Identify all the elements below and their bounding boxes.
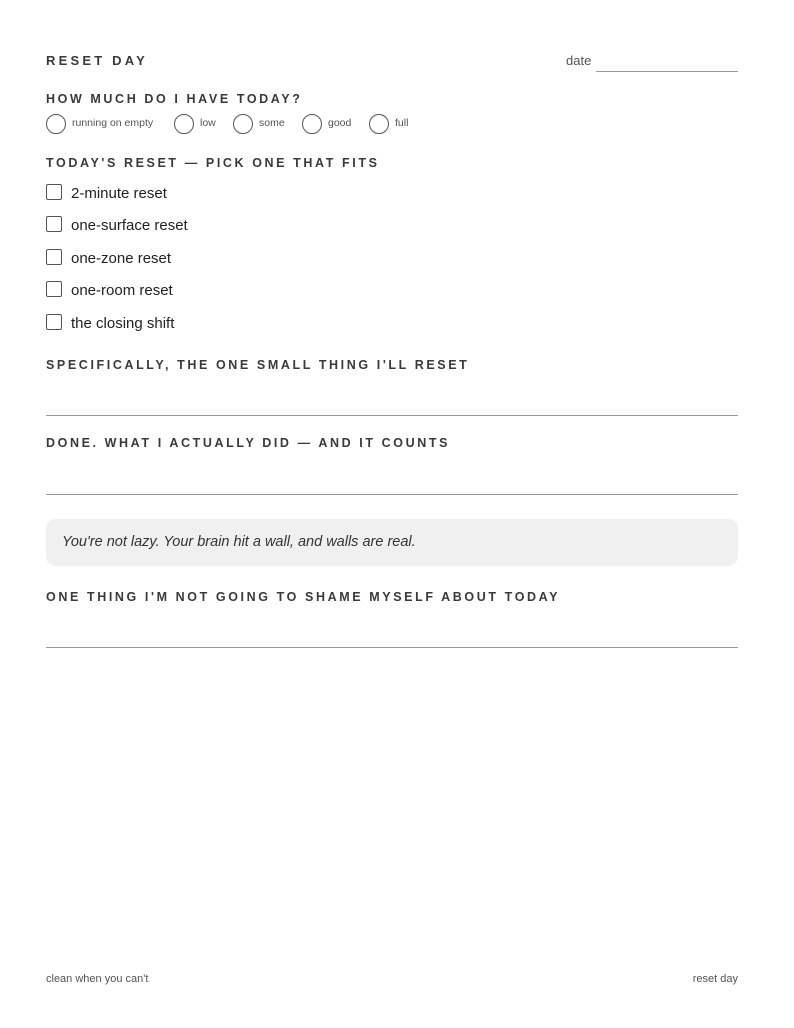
energy-option-label: full <box>395 117 409 129</box>
reset-option-one-zone[interactable] <box>46 249 446 269</box>
done-write-line[interactable] <box>46 494 738 495</box>
done-heading: DONE. WHAT I ACTUALLY DID — AND IT COUNTS <box>46 436 451 450</box>
reset-option-label: 2-minute reset <box>71 185 167 202</box>
checkbox-icon[interactable] <box>46 249 62 265</box>
radio-circle-icon[interactable] <box>302 114 322 134</box>
worksheet-page <box>46 0 738 1028</box>
energy-option-label: good <box>328 117 352 129</box>
date-write-line[interactable] <box>596 71 738 72</box>
specific-thing-write-line[interactable] <box>46 415 738 416</box>
reset-option-2-minute[interactable] <box>46 184 446 204</box>
footer-left-text: clean when you can't <box>46 973 149 985</box>
date-field[interactable] <box>566 52 738 72</box>
energy-option-label: low <box>200 117 216 129</box>
date-label: date <box>566 53 592 68</box>
no-shame-heading: ONE THING I'M NOT GOING TO SHAME MYSELF ABOUT TODAY <box>46 590 561 604</box>
reset-option-label: one-zone reset <box>71 250 172 267</box>
checkbox-icon[interactable] <box>46 314 62 330</box>
checkbox-icon[interactable] <box>46 184 62 200</box>
reset-option-label: one-room reset <box>71 282 173 299</box>
energy-options <box>46 114 738 136</box>
energy-option-label: some <box>259 117 285 129</box>
reset-choice-heading: TODAY'S RESET — PICK ONE THAT FITS <box>46 156 380 170</box>
checkbox-icon[interactable] <box>46 216 62 232</box>
reset-option-one-surface[interactable] <box>46 216 446 236</box>
page-title: RESET DAY <box>46 53 149 68</box>
reset-option-one-room[interactable] <box>46 281 446 301</box>
radio-circle-icon[interactable] <box>233 114 253 134</box>
reset-option-closing-shift[interactable] <box>46 314 446 334</box>
callout-text: You're not lazy. Your brain hit a wall, and walls are real. <box>62 534 416 550</box>
page-header <box>46 52 738 74</box>
encouragement-callout <box>46 519 738 566</box>
energy-option-label: running on empty <box>72 117 154 129</box>
radio-circle-icon[interactable] <box>369 114 389 134</box>
reset-option-label: one-surface reset <box>71 217 188 234</box>
radio-circle-icon[interactable] <box>46 114 66 134</box>
radio-circle-icon[interactable] <box>174 114 194 134</box>
reset-option-label: the closing shift <box>71 315 175 332</box>
no-shame-write-line[interactable] <box>46 647 738 648</box>
footer-right-text: reset day <box>692 973 738 985</box>
specific-thing-heading: SPECIFICALLY, THE ONE SMALL THING I'LL RESET <box>46 358 470 372</box>
energy-heading: HOW MUCH DO I HAVE TODAY? <box>46 92 303 106</box>
checkbox-icon[interactable] <box>46 281 62 297</box>
